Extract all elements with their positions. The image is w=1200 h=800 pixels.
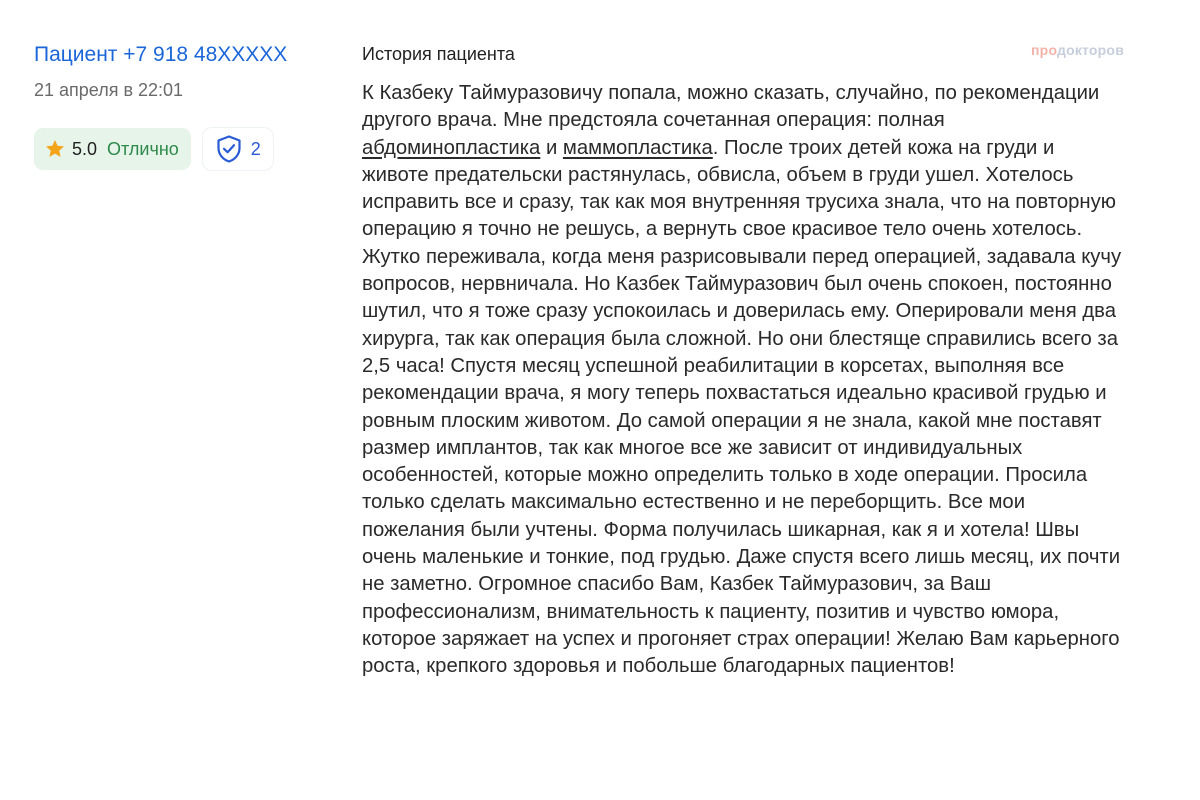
review-date: 21 апреля в 22:01 xyxy=(34,80,184,100)
star-icon xyxy=(44,138,66,160)
review-text-part: К Казбеку Таймуразовичу попала, можно сказать, случайно, по рекомендации другого врача. Мне предстояла сочетанная операция: полная xyxy=(362,82,1100,132)
mammoplasty-link[interactable]: маммопластика xyxy=(562,136,713,159)
shield-check-icon xyxy=(215,134,243,164)
review-main xyxy=(362,40,1142,681)
section-title: История пациента xyxy=(362,44,515,64)
badges-row xyxy=(34,128,334,170)
verification-badge[interactable] xyxy=(203,128,273,170)
rating-badge xyxy=(34,128,191,170)
review-text-part: . После троих детей кожа на груди и животе предательски растянулась, обвисла, объем в груди ушел. Хотелось исправить все и сразу, так как моя внутренняя трусиха знала, что на повторную операцию я точно не решусь, а вернуть свое красивое тело очень хотелось. Жутко переживала, когда меня разрисовывали перед операцией, задавала кучу вопросов, нервничала. Но Казбек Таймуразович был очень спокоен, постоянно шутил, что я тоже сразу успокоилась и доверилась ему. Оперировали меня два хирурга, так как операция была сложной. Но они блестяще справились всего за 2,5 часа! Спустя месяц успешной реабилитации в корсетах, выполняя все рекомендации врача, я могу теперь похвастаться идеально красивой грудью и ровным плоским животом. До самой операции я не знала, какой мне поставят размер имплантов, так как многое все же зависит от индивидуальных особенностей, которые можно определить только в ходе операции. Просила только сделать максимально естественно и не переборщить. Все мои пожелания были учтены. Форма получилась шикарная, как я и хотела! Швы очень маленькие и тонкие, под грудью. Даже спустя всего лишь месяц, их почти не заметно. Огромное спасибо Вам, Казбек Таймуразович, за Ваш профессионализм, внимательность к пациенту, позитив и чувство юмора, которое заряжает на успех и прогоняет страх операции! Желаю Вам карьерного роста, крепкого здоровья и побольше благодарных пациентов! xyxy=(362,136,1122,678)
author-name-link[interactable]: Пациент +7 918 48XXXXX xyxy=(34,43,288,66)
verification-count: 2 xyxy=(250,138,261,159)
brand-prefix: про xyxy=(1031,42,1058,58)
rating-value: 5.0 xyxy=(72,138,98,159)
brand-name: докторов xyxy=(1057,42,1124,58)
review-text-part: и xyxy=(540,136,563,159)
abdominoplasty-link[interactable]: абдоминопластика xyxy=(362,136,541,159)
review-author-panel xyxy=(34,38,334,170)
review-text xyxy=(362,80,1122,681)
rating-label: Отлично xyxy=(107,138,179,159)
